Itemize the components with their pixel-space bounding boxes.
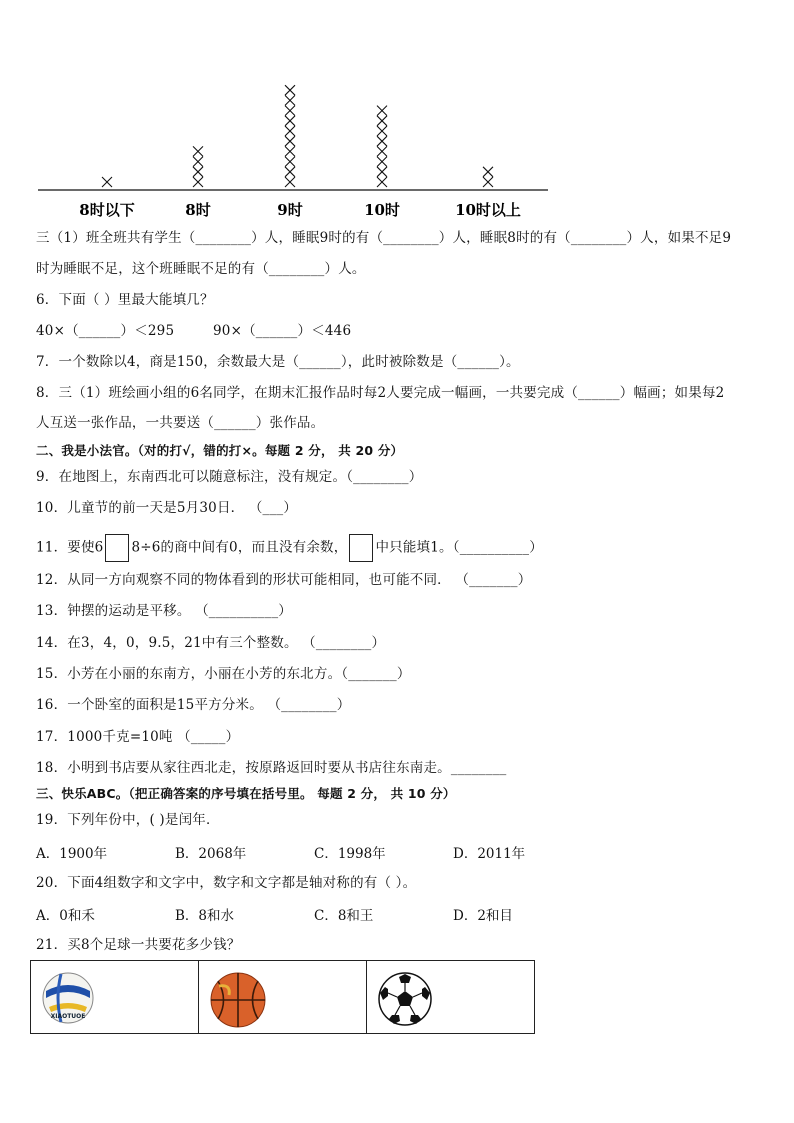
football-image bbox=[377, 971, 433, 1027]
cross-mark bbox=[377, 106, 387, 116]
q11-part-2: 8÷6的商中间有0，而且没有余数， bbox=[131, 539, 348, 556]
q20-option-b[interactable]: B．8和水 bbox=[175, 908, 235, 924]
q7-text: 7．一个数除以4，商是150，余数最大是（______），此时被除数是（______）。 bbox=[36, 354, 520, 370]
football-cell bbox=[367, 961, 534, 1033]
chart-tick-label: 8时 bbox=[185, 201, 211, 219]
q10-text: 10．儿童节的前一天是5月30日． （___） bbox=[36, 500, 298, 516]
cross-mark bbox=[102, 177, 112, 187]
cross-mark bbox=[377, 167, 387, 177]
volleyball-image bbox=[41, 971, 95, 1025]
q13-text: 13．钟摆的运动是平移。 （__________） bbox=[36, 603, 292, 619]
basketball-cell bbox=[199, 961, 367, 1033]
section-3-heading: 三、快乐ABC。（把正确答案的序号填在括号里。 每题 2 分， 共 10 分） bbox=[36, 786, 456, 801]
q9-text: 9．在地图上，东南西北可以随意标注，没有规定。（________） bbox=[36, 469, 423, 485]
q20-option-c[interactable]: C．8和王 bbox=[314, 908, 374, 924]
cross-mark bbox=[193, 157, 203, 167]
q11-blank-box-1[interactable] bbox=[105, 534, 129, 562]
cross-mark bbox=[285, 85, 295, 95]
chart-tick-label: 10时 bbox=[364, 201, 400, 219]
cross-mark bbox=[285, 136, 295, 146]
q18-text: 18．小明到书店要从家往西北走，按原路返回时要从书店往东南走。________ bbox=[36, 760, 507, 776]
chart-tick-label: 9时 bbox=[277, 201, 303, 219]
cross-mark bbox=[193, 146, 203, 156]
cross-mark bbox=[285, 126, 295, 136]
q12-text: 12．从同一方向观察不同的物体看到的形状可能相同，也可能不同． （_______） bbox=[36, 572, 532, 588]
cross-mark bbox=[483, 167, 493, 177]
q20-option-d[interactable]: D．2和目 bbox=[453, 908, 513, 924]
q20-text: 20．下面4组数字和文字中，数字和文字都是轴对称的有（ ）。 bbox=[36, 875, 417, 891]
q14-text: 14．在3，4，0，9.5，21中有三个整数。 （________） bbox=[36, 635, 386, 651]
cross-mark bbox=[285, 95, 295, 105]
cross-mark bbox=[285, 106, 295, 116]
cross-mark bbox=[483, 177, 493, 187]
cross-mark bbox=[377, 116, 387, 126]
cross-mark bbox=[377, 177, 387, 187]
q19-option-a[interactable]: A．1900年 bbox=[36, 846, 108, 862]
q6-text: 6．下面（ ）里最大能填几？ bbox=[36, 292, 214, 308]
q16-text: 16．一个卧室的面积是15平方分米。 （________） bbox=[36, 697, 351, 713]
chart-tick-label: 8时以下 bbox=[79, 201, 135, 219]
q11-blank-box-2[interactable] bbox=[349, 534, 373, 562]
volleyball-cell bbox=[31, 961, 199, 1033]
cross-mark bbox=[285, 146, 295, 156]
q17-text: 17．1000千克=10吨 （_____） bbox=[36, 729, 240, 745]
section-2-heading: 二、我是小法官。（对的打√，错的打×。每题 2 分， 共 20 分） bbox=[36, 443, 404, 458]
q6-part-b: 90×（______）＜446 bbox=[213, 323, 352, 339]
q11-part-3: 中只能填1。（__________） bbox=[375, 539, 543, 556]
q5-text-line1: 三（1）班全班共有学生（________）人，睡眠9时的有（________）人，睡眠8时的有（________）人，如果不足9 bbox=[36, 230, 732, 246]
basketball-image bbox=[209, 971, 267, 1029]
q19-option-b[interactable]: B．2068年 bbox=[175, 846, 247, 862]
q8-text-line1: 8．三（1）班绘画小组的6名同学，在期末汇报作品时每2人要完成一幅画，一共要完成（______）幅画；如果每2 bbox=[36, 385, 725, 401]
cross-mark bbox=[377, 146, 387, 156]
cross-mark bbox=[377, 157, 387, 167]
chart-tick-label: 10时以上 bbox=[455, 201, 521, 219]
cross-mark bbox=[285, 157, 295, 167]
q11-text bbox=[36, 534, 543, 562]
cross-mark bbox=[377, 136, 387, 146]
q8-text-line2: 人互送一张作品，一共要送（______）张作品。 bbox=[36, 415, 325, 431]
q19-text: 19．下列年份中，( )是闰年． bbox=[36, 812, 220, 828]
q20-option-a[interactable]: A．0和禾 bbox=[36, 908, 95, 924]
cross-mark bbox=[285, 167, 295, 177]
cross-mark bbox=[285, 116, 295, 126]
q5-text-line2: 时为睡眠不足，这个班睡眠不足的有（________）人。 bbox=[36, 261, 366, 277]
ball-image-table bbox=[30, 960, 535, 1034]
volleyball-brand-label: XIAOTUOE bbox=[50, 1013, 86, 1020]
q21-text: 21．买8个足球一共要花多少钱？ bbox=[36, 937, 241, 953]
q11-part-1: 11．要使6 bbox=[36, 539, 104, 556]
q15-text: 15．小芳在小丽的东南方，小丽在小芳的东北方。（_______） bbox=[36, 666, 411, 682]
cross-mark bbox=[193, 177, 203, 187]
cross-mark bbox=[193, 167, 203, 177]
q19-option-c[interactable]: C．1998年 bbox=[314, 846, 386, 862]
q19-option-d[interactable]: D．2011年 bbox=[453, 846, 526, 862]
dot-plot-chart bbox=[30, 70, 560, 225]
cross-mark bbox=[377, 126, 387, 136]
q6-part-a: 40×（______）＜295 bbox=[36, 323, 175, 339]
cross-mark bbox=[285, 177, 295, 187]
